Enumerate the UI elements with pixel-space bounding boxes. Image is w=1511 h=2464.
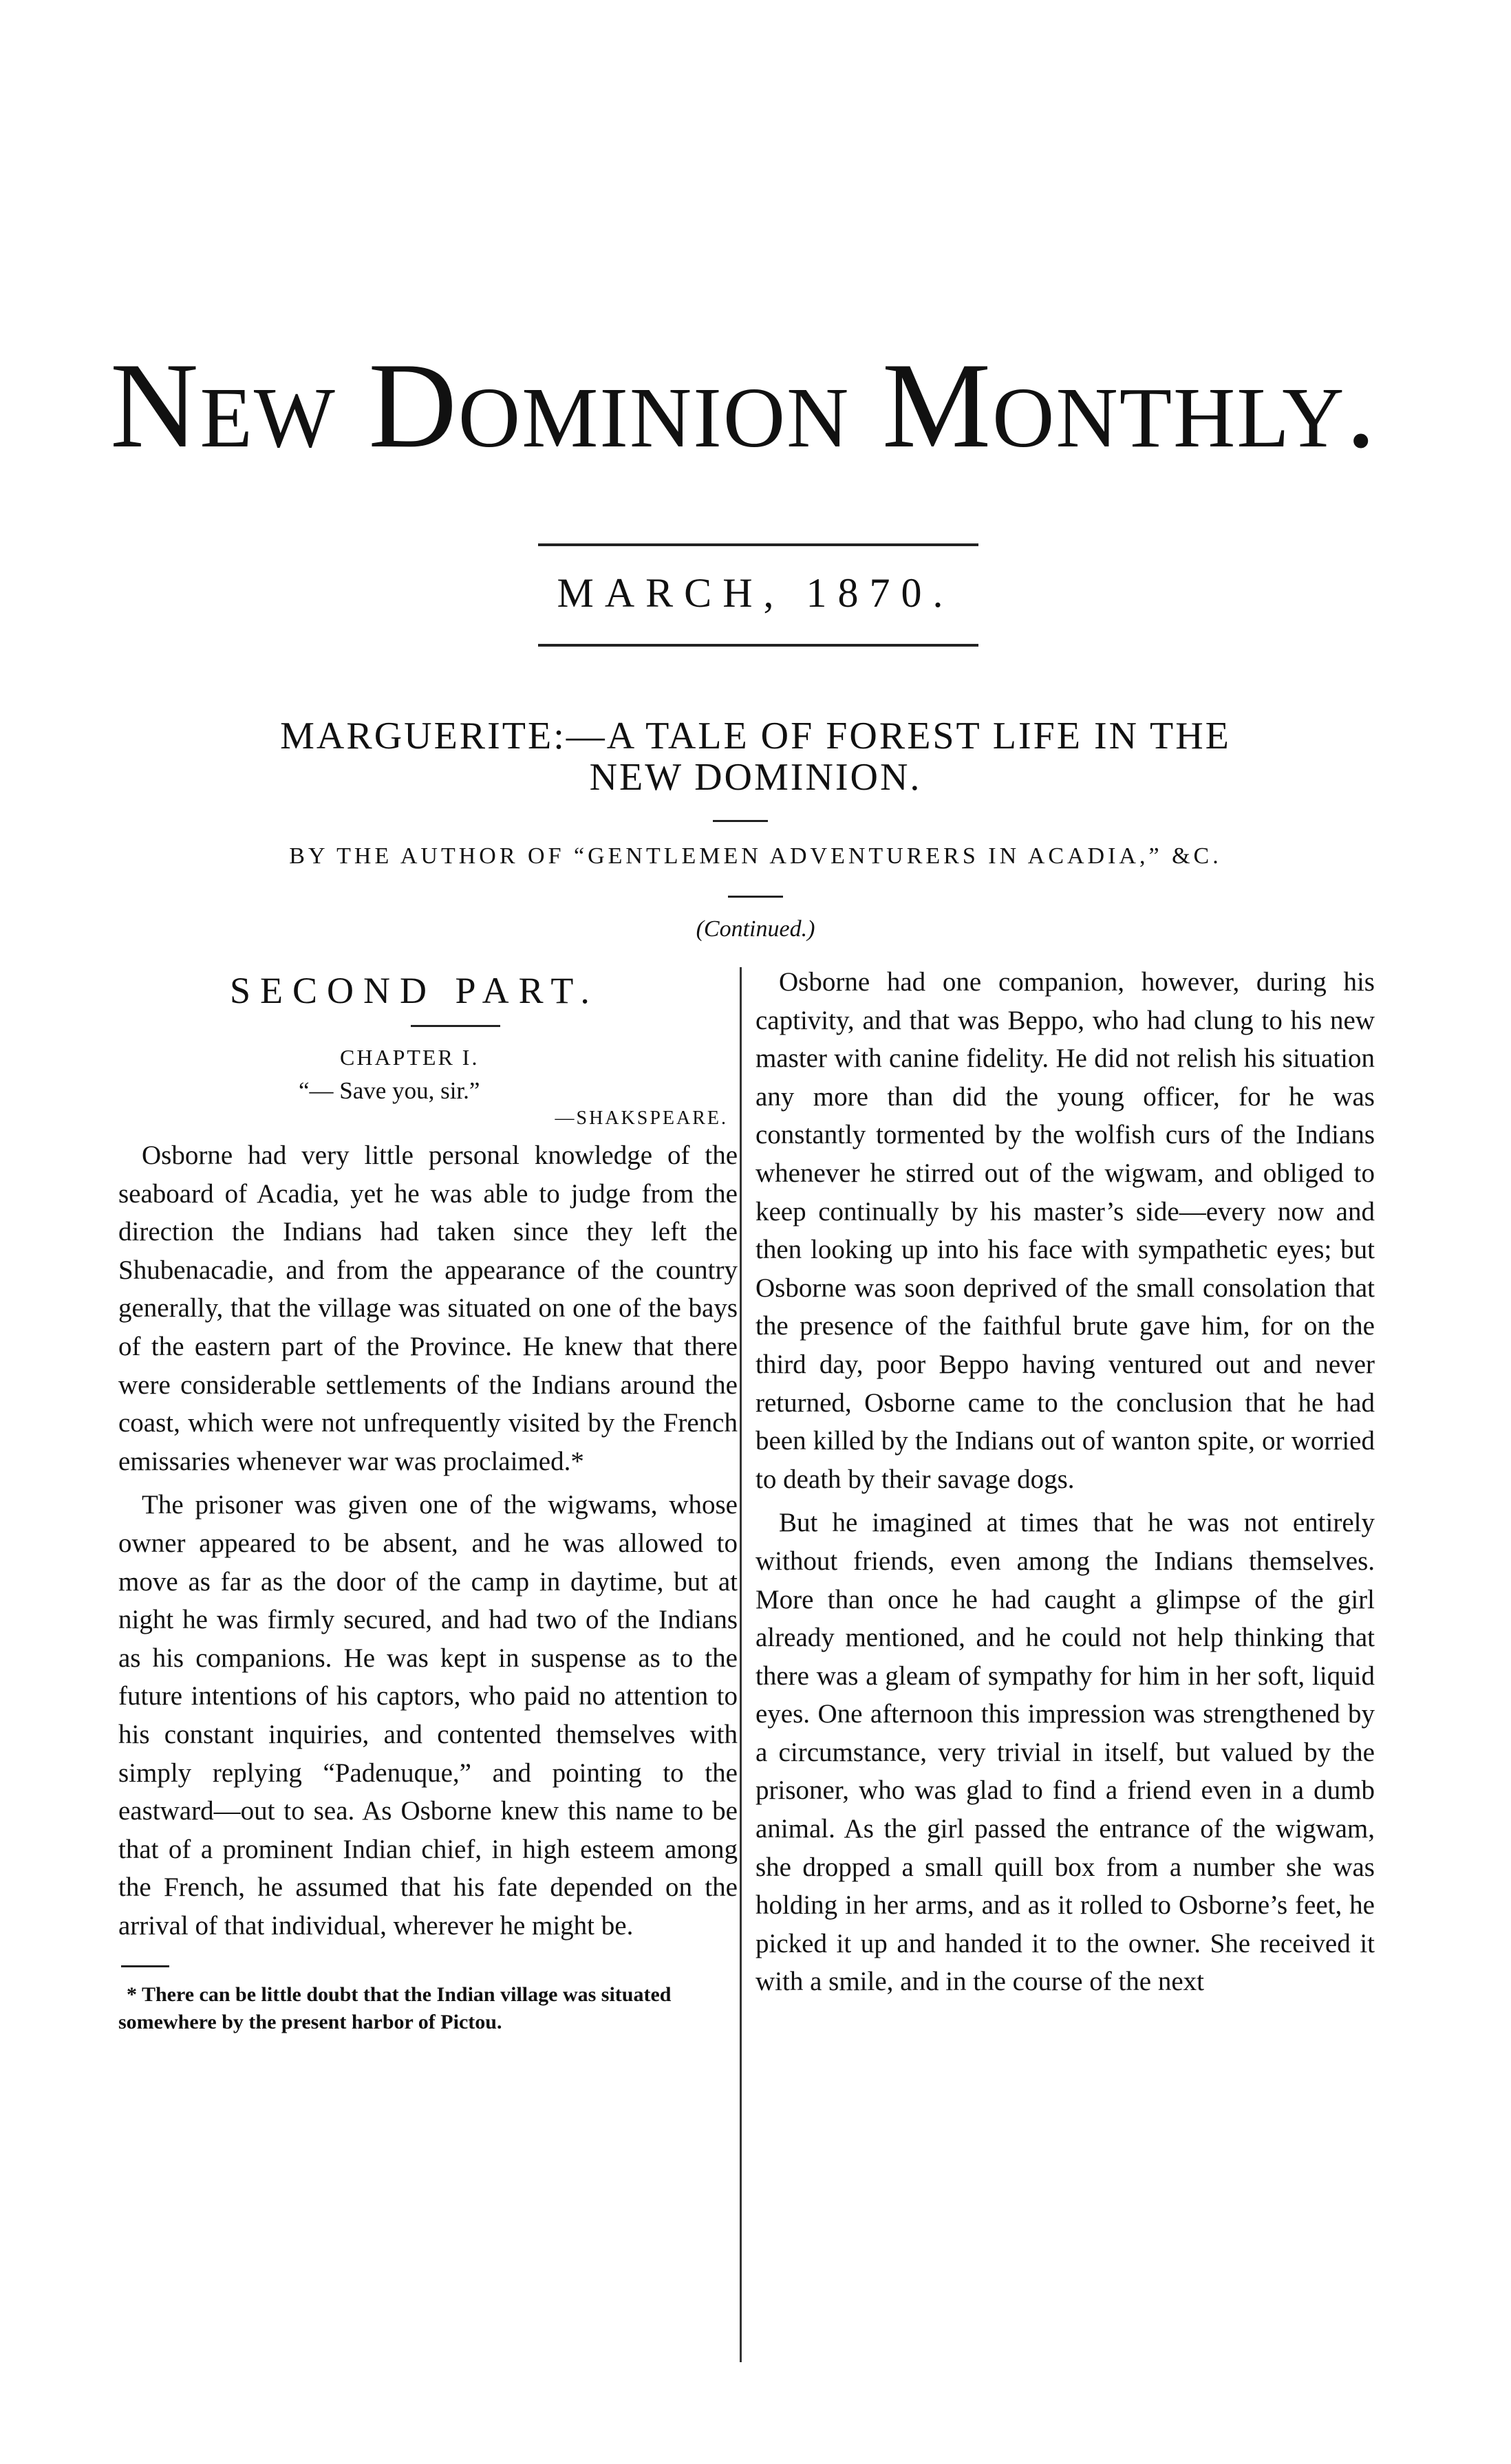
paragraph: Osborne had one companion, however, during his captivity, and that was Beppo, who had clung to his new master with canine fidelity. He did not relish his situation any more than did the young officer, for he was constantly tormented by the wolfish curs of the Indians whenever he stirred out of the wigwam, and obliged to keep continually by his master’s side—every now and then looking up into his face with sympathetic eyes; but Osborne was soon deprived of the small consolation that the presence of the faithful brute gave him, for on the third day, poor Beppo having ventured out and never returned, Osborne came to the conclusion that he had been killed by the Indians out of wanton spite, or worried to death by their savage dogs. — [756, 967, 1375, 1494]
footnote-rule — [121, 1965, 169, 1967]
footnote: * There can be little doubt that the Indian village was situated somewhere by the present harbor of Pictou. — [118, 1983, 672, 2034]
date-rule-top — [538, 543, 978, 546]
left-column — [118, 963, 738, 2036]
byline: BY THE AUTHOR OF “GENTLEMEN ADVENTURERS IN ACADIA,” &C. — [289, 843, 1222, 869]
masthead-title: New Dominion Monthly. — [110, 337, 1378, 473]
date-rule-bottom — [538, 644, 978, 647]
byline-rule — [728, 896, 783, 898]
title-rule — [713, 820, 768, 822]
continued-note: (Continued.) — [696, 916, 815, 942]
story-title-line-1: MARGUERITE:—A TALE OF FOREST LIFE IN THE — [280, 715, 1231, 757]
column-divider — [740, 967, 742, 2362]
part-heading: SECOND PART. — [230, 970, 599, 1011]
story-title-line-2: NEW DOMINION. — [589, 756, 922, 799]
paragraph: Osborne had very little personal knowledge of the seaboard of Acadia, yet he was able to judge from the direction the Indians had taken since they left the Shubenacadie, and from the appearance of the country generally, that the village was situated on one of the bays of the eastern part of the Province. He knew that there were considerable settlements of the Indians around the coast, which were not unfrequently visited by the French emissaries whenever war was proclaimed.* — [118, 1141, 738, 1476]
chapter-heading: CHAPTER I. — [340, 1045, 480, 1070]
part-rule — [411, 1025, 500, 1027]
right-column — [756, 963, 1375, 2001]
epigraph: “— Save you, sir.” — [299, 1077, 480, 1104]
paragraph: But he imagined at times that he was not entirely without friends, even among the Indians themselves. More than once he had caught a glimpse of the girl already mentioned, and he could not help thinking that there was a gleam of sympathy for him in her soft, liquid eyes. One afternoon this impression was strengthened by a circumstance, very trivial in itself, but valued by the prisoner, who was glad to find a friend even in a dumb animal. As the girl passed the entrance of the wigwam, she dropped a small quill box from a number she was holding in her arms, and as it rolled to Osborne’s feet, he picked it up and handed it to the owner. She received it with a smile, and in the course of the next — [756, 1508, 1375, 1997]
story-title — [103, 715, 1408, 798]
paragraph: The prisoner was given one of the wigwams, whose owner appeared to be absent, and he was allowed to move as far as the door of the camp in daytime, but at night he was firmly secured, and had two of the Indians as his companions. He was kept in suspense as to the future intentions of his captors, who paid no attention to his constant inquiries, and contented themselves with simply replying “Padenuque,” and pointing to the eastward—out to sea. As Osborne knew this name to be that of a prominent Indian chief, in high esteem among the French, he assumed that his fate depended on the arrival of that individual, wherever he might be. — [118, 1490, 738, 1941]
epigraph-attribution: —SHAKSPEARE. — [555, 1107, 728, 1129]
issue-date: MARCH, 1870. — [557, 570, 954, 616]
